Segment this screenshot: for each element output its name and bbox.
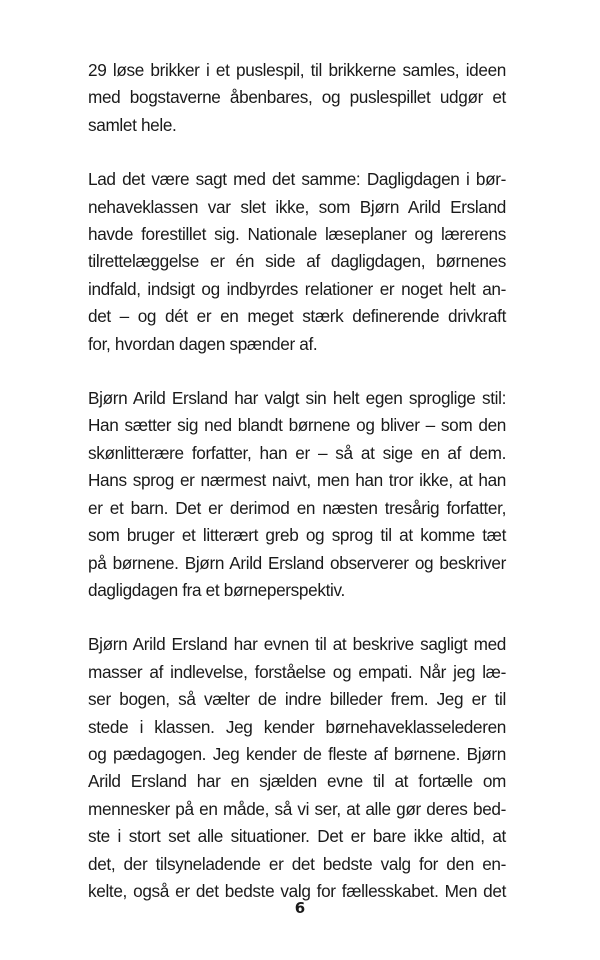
text-line: Bjørn Arild Ersland har valgt sin helt egen sproglige stil: <box>88 388 506 409</box>
text-line: indfald, indsigt og indbyrdes relationer er noget helt an- <box>88 278 506 299</box>
text-line: ste i stort set alle situationer. Det er bare ikke altid, at <box>88 826 506 847</box>
text-line: det, der tilsyneladende er det bedste valg for den en- <box>88 853 506 874</box>
text-line: for, hvordan dagen spænder af. <box>88 333 318 354</box>
text-line: Lad det være sagt med det samme: Dagligdagen i bør- <box>88 169 506 190</box>
text-line: Bjørn Arild Ersland har evnen til at beskrive sagligt med <box>88 634 506 655</box>
text-line: stede i klassen. Jeg kender børnehaveklasselederen <box>88 716 506 737</box>
text-line: skønlitterære forfatter, han er – så at sige en af dem. <box>88 442 506 463</box>
text-line: havde forestillet sig. Nationale læseplaner og lærerens <box>88 224 506 245</box>
text-line: og pædagogen. Jeg kender de fleste af børnene. Bjørn <box>88 743 506 764</box>
body-text <box>88 57 506 932</box>
text-line: nehaveklassen var slet ikke, som Bjørn Arild Ersland <box>88 196 506 217</box>
text-line: masser af indlevelse, forståelse og empati. Når jeg læ- <box>88 661 506 682</box>
text-line: Han sætter sig ned blandt børnene og bliver – som den <box>88 415 506 436</box>
text-line: kelte, også er det bedste valg for fællesskabet. Men det <box>88 880 506 901</box>
page-number: 6 <box>294 899 306 917</box>
text-line: på børnene. Bjørn Arild Ersland observerer og beskriver <box>88 552 506 573</box>
text-line: med bogstaverne åbenbares, og puslespillet udgør et <box>88 87 506 108</box>
paragraph-2 <box>88 166 506 358</box>
text-line: samlet hele. <box>88 114 177 135</box>
paragraph-4 <box>88 631 506 905</box>
text-line: tilrettelæggelse er én side af dagligdagen, børnenes <box>88 251 506 272</box>
text-line: 29 løse brikker i et puslespil, til brikkerne samles, ideen <box>88 60 506 80</box>
text-line: Hans sprog er nærmest naivt, men han tror ikke, at han <box>88 470 506 491</box>
text-line: dagligdagen fra et børneperspektiv. <box>88 579 345 600</box>
text-line: Arild Ersland har en sjælden evne til at fortælle om <box>88 771 506 792</box>
text-line: mennesker på en måde, så vi ser, at alle gør deres bed- <box>88 798 506 819</box>
text-line: er et barn. Det er derimod en næsten tresårig forfatter, <box>88 497 506 518</box>
paragraph-3 <box>88 385 506 604</box>
text-line: som bruger et litterært greb og sprog til at komme tæt <box>88 525 506 546</box>
paragraph-1 <box>88 57 506 139</box>
text-line: ser bogen, så vælter de indre billeder frem. Jeg er til <box>88 689 506 710</box>
text-line: det – og dét er en meget stærk definerende drivkraft <box>88 306 506 327</box>
